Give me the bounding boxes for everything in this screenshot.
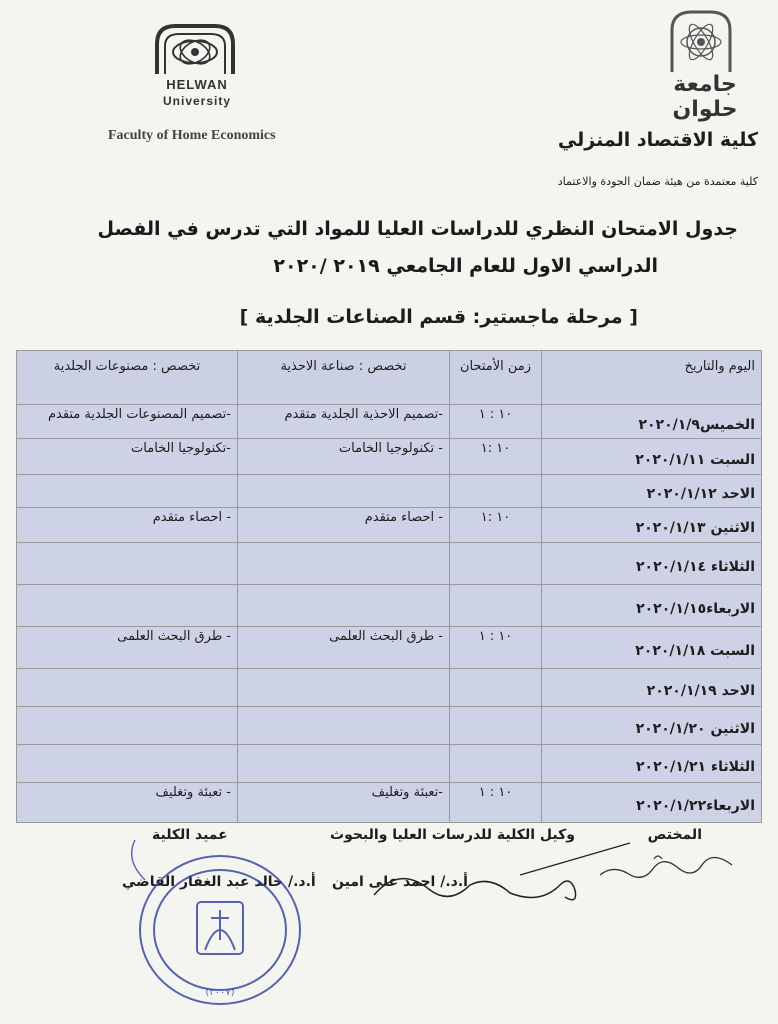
cell-shoes-subject <box>238 745 450 783</box>
faculty-name-arabic: كلية الاقتصاد المنزلي <box>557 129 758 151</box>
table-row <box>17 627 762 669</box>
cell-exam-time <box>450 475 542 508</box>
table-row <box>17 439 762 475</box>
header-day-date: اليوم والتاريخ <box>542 351 762 405</box>
header-shoes-specialization: تخصص : صناعة الاحذية <box>238 351 450 405</box>
official-stamp <box>125 840 315 1020</box>
table-header-row <box>17 351 762 405</box>
header-exam-time: زمن الأمتحان <box>450 351 542 405</box>
cell-leather-subject <box>17 475 238 508</box>
table-row <box>17 543 762 585</box>
cell-leather-subject: -تكنولوجيا الخامات <box>17 439 238 475</box>
cell-exam-time <box>450 543 542 585</box>
signature-specialist-label: المختص <box>647 827 702 843</box>
cell-day-date: الاحد ٢٠٢٠/١/١٢ <box>542 475 762 508</box>
cell-exam-time: ١٠ :١ <box>450 439 542 475</box>
exam-schedule-table <box>16 350 762 823</box>
header-leather-goods-specialization: تخصص : مصنوعات الجلدية <box>17 351 238 405</box>
university-name-arabic: جامعة حلوان <box>672 72 738 122</box>
signature-vice-dean-label: وكيل الكلية للدرسات العليا والبحوث <box>330 827 575 843</box>
cell-shoes-subject: - احصاء متقدم <box>238 508 450 543</box>
table-row <box>17 669 762 707</box>
cell-leather-subject <box>17 585 238 627</box>
cell-shoes-subject: -تصميم الاحذية الجلدية متقدم <box>238 405 450 439</box>
cell-exam-time <box>450 707 542 745</box>
cell-leather-subject <box>17 745 238 783</box>
helwan-logo-text: HELWAN <box>166 77 228 92</box>
cell-shoes-subject: -تعبئة وتغليف <box>238 783 450 823</box>
cell-exam-time <box>450 585 542 627</box>
cell-shoes-subject <box>238 707 450 745</box>
university-logo-text: University <box>162 94 232 108</box>
cell-exam-time: ١٠ : ١ <box>450 783 542 823</box>
cell-shoes-subject <box>238 669 450 707</box>
cell-leather-subject: - طرق البحث العلمى <box>17 627 238 669</box>
cell-day-date: السبت ٢٠٢٠/١/١١ <box>542 439 762 475</box>
cell-shoes-subject <box>238 543 450 585</box>
cell-leather-subject: - احصاء متقدم <box>17 508 238 543</box>
cell-day-date: الاربعاء٢٠٢٠/١/٢٢ <box>542 783 762 823</box>
cell-day-date: الخميس٢٠٢٠/١/٩ <box>542 405 762 439</box>
university-emblem-logo <box>662 8 740 74</box>
table-row <box>17 783 762 823</box>
cell-shoes-subject <box>238 475 450 508</box>
vice-dean-name: أ.د./ احمد على امين <box>332 874 468 890</box>
program-stage-label: [ مرحلة ماجستير: قسم الصناعات الجلدية ] <box>239 306 638 328</box>
table-row <box>17 707 762 745</box>
cell-day-date: الاحد ٢٠٢٠/١/١٩ <box>542 669 762 707</box>
dean-name: أ.د./ خالد عبد الغفار القاضي <box>122 874 316 890</box>
cell-leather-subject <box>17 707 238 745</box>
table-row <box>17 745 762 783</box>
table-row <box>17 405 762 439</box>
cell-day-date: الاثنين ٢٠٢٠/١/٢٠ <box>542 707 762 745</box>
cell-day-date: الثلاثاء ٢٠٢٠/١/٢١ <box>542 745 762 783</box>
cell-day-date: الاثنين ٢٠٢٠/١/١٣ <box>542 508 762 543</box>
signature-dean-label: عميد الكلية <box>152 827 228 843</box>
cell-shoes-subject: - طرق البحث العلمى <box>238 627 450 669</box>
cell-exam-time <box>450 669 542 707</box>
faculty-name-english: Faculty of Home Economics <box>108 128 276 143</box>
document-title: جدول الامتحان النظري للدراسات العليا للمواد التي تدرس في الفصل <box>97 218 738 240</box>
cell-leather-subject: - تعبئة وتغليف <box>17 783 238 823</box>
accreditation-note: كلية معتمدة من هيئة ضمان الجودة والاعتماد <box>557 175 758 188</box>
cell-leather-subject: -تصميم المصنوعات الجلدية متقدم <box>17 405 238 439</box>
table-row <box>17 585 762 627</box>
cell-exam-time <box>450 745 542 783</box>
cell-day-date: الثلاثاء ٢٠٢٠/١/١٤ <box>542 543 762 585</box>
table-row <box>17 475 762 508</box>
cell-exam-time: ١٠ :١ <box>450 508 542 543</box>
svg-text:(۲۰۰۷): (۲۰۰۷) <box>205 987 235 998</box>
cell-shoes-subject: - تكنولوجيا الخامات <box>238 439 450 475</box>
cell-day-date: الاربعاء٢٠٢٠/١/١٥ <box>542 585 762 627</box>
cell-leather-subject <box>17 543 238 585</box>
cell-shoes-subject <box>238 585 450 627</box>
cell-exam-time: ١٠ : ١ <box>450 405 542 439</box>
cell-day-date: السبت ٢٠٢٠/١/١٨ <box>542 627 762 669</box>
cell-exam-time: ١٠ : ١ <box>450 627 542 669</box>
document-subtitle: الدراسي الاول للعام الجامعي ٢٠١٩ /٢٠٢٠ <box>273 255 658 277</box>
cell-leather-subject <box>17 669 238 707</box>
table-row <box>17 508 762 543</box>
specialist-handwritten-signature <box>592 845 742 890</box>
